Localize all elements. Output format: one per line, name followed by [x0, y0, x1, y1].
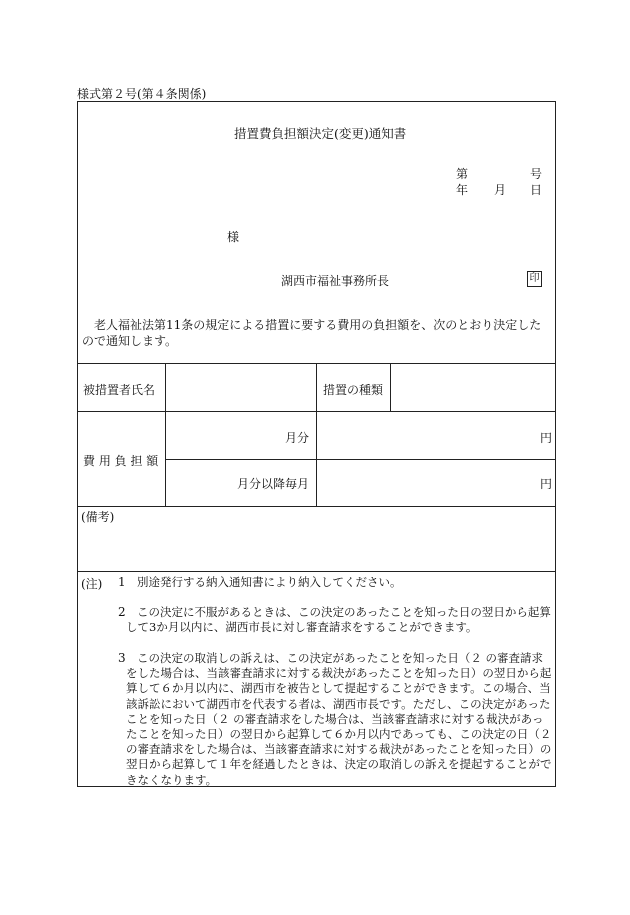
month-label: 月分: [285, 431, 310, 445]
row-divider-3: [77, 506, 556, 507]
date-year: 年: [456, 183, 469, 197]
sender-name: 湖西市福祉事務所長: [281, 274, 390, 288]
notes-label: (注): [81, 577, 103, 591]
note-text: この決定に不服があるときは、この決定のあったことを知った日の翌日から起算して3か月以内に、湖西市長に対し審査請求をすることができます。: [126, 605, 551, 635]
note-number: 1: [118, 575, 126, 589]
row-divider-4: [77, 571, 556, 572]
month-after-label: 月分以降毎月: [237, 477, 310, 491]
yen-unit-1: 円: [540, 431, 553, 445]
note-text: この決定の取消しの訴えは、この決定があったことを知った日（２ の審査請求をした場合は、当該審査請求に対する裁決があったことを知った日）の翌日から起算して６か月以内に、湖西市を被告として提起することができます。この場合、当該訴訟において湖西市を代表する者は、湖西市長です。ただし、この決定があったことを知った日（２ の審査請求をした場合は、当該審査請求に対する裁決があったことを知った日）の翌日から起算して６か月以内であっても、この決定の日（２ の審査請求をした場合は、当該審査請求に対する裁決があったことを知った日）の翌日から起算して１年を経過したときは、決定の取消しの訴えを提起することができなくなります。: [126, 651, 552, 787]
date-day: 日: [530, 183, 543, 197]
number-suffix: 号: [530, 167, 543, 181]
note-number: 3: [118, 651, 126, 665]
note-text: 別途発行する納入通知書により納入してください。: [137, 575, 402, 589]
date-month: 月: [494, 183, 507, 197]
col-divider-3: [390, 363, 391, 411]
col-divider-2: [316, 363, 317, 506]
number-prefix: 第: [456, 167, 469, 181]
addressee-suffix: 様: [227, 230, 240, 244]
remarks-label: (備考): [81, 510, 115, 524]
form-number-label: 様式第２号(第４条関係): [77, 87, 207, 101]
note-number: 2: [118, 605, 126, 619]
document-title: 措置費負担額決定(変更)通知書: [234, 126, 407, 141]
measure-type-label: 措置の種類: [323, 383, 384, 397]
cost-label: 費 用 負 担 額: [83, 454, 159, 468]
seal-mark: 印: [527, 271, 542, 287]
body-text: 老人福祉法第11条の規定による措置に要する費用の負担額を、次のとおり決定したので通知します。: [82, 318, 542, 348]
col-divider-1: [165, 363, 166, 506]
yen-unit-2: 円: [540, 477, 553, 491]
subject-name-label: 被措置者氏名: [83, 383, 156, 397]
row-divider-2: [165, 459, 556, 460]
